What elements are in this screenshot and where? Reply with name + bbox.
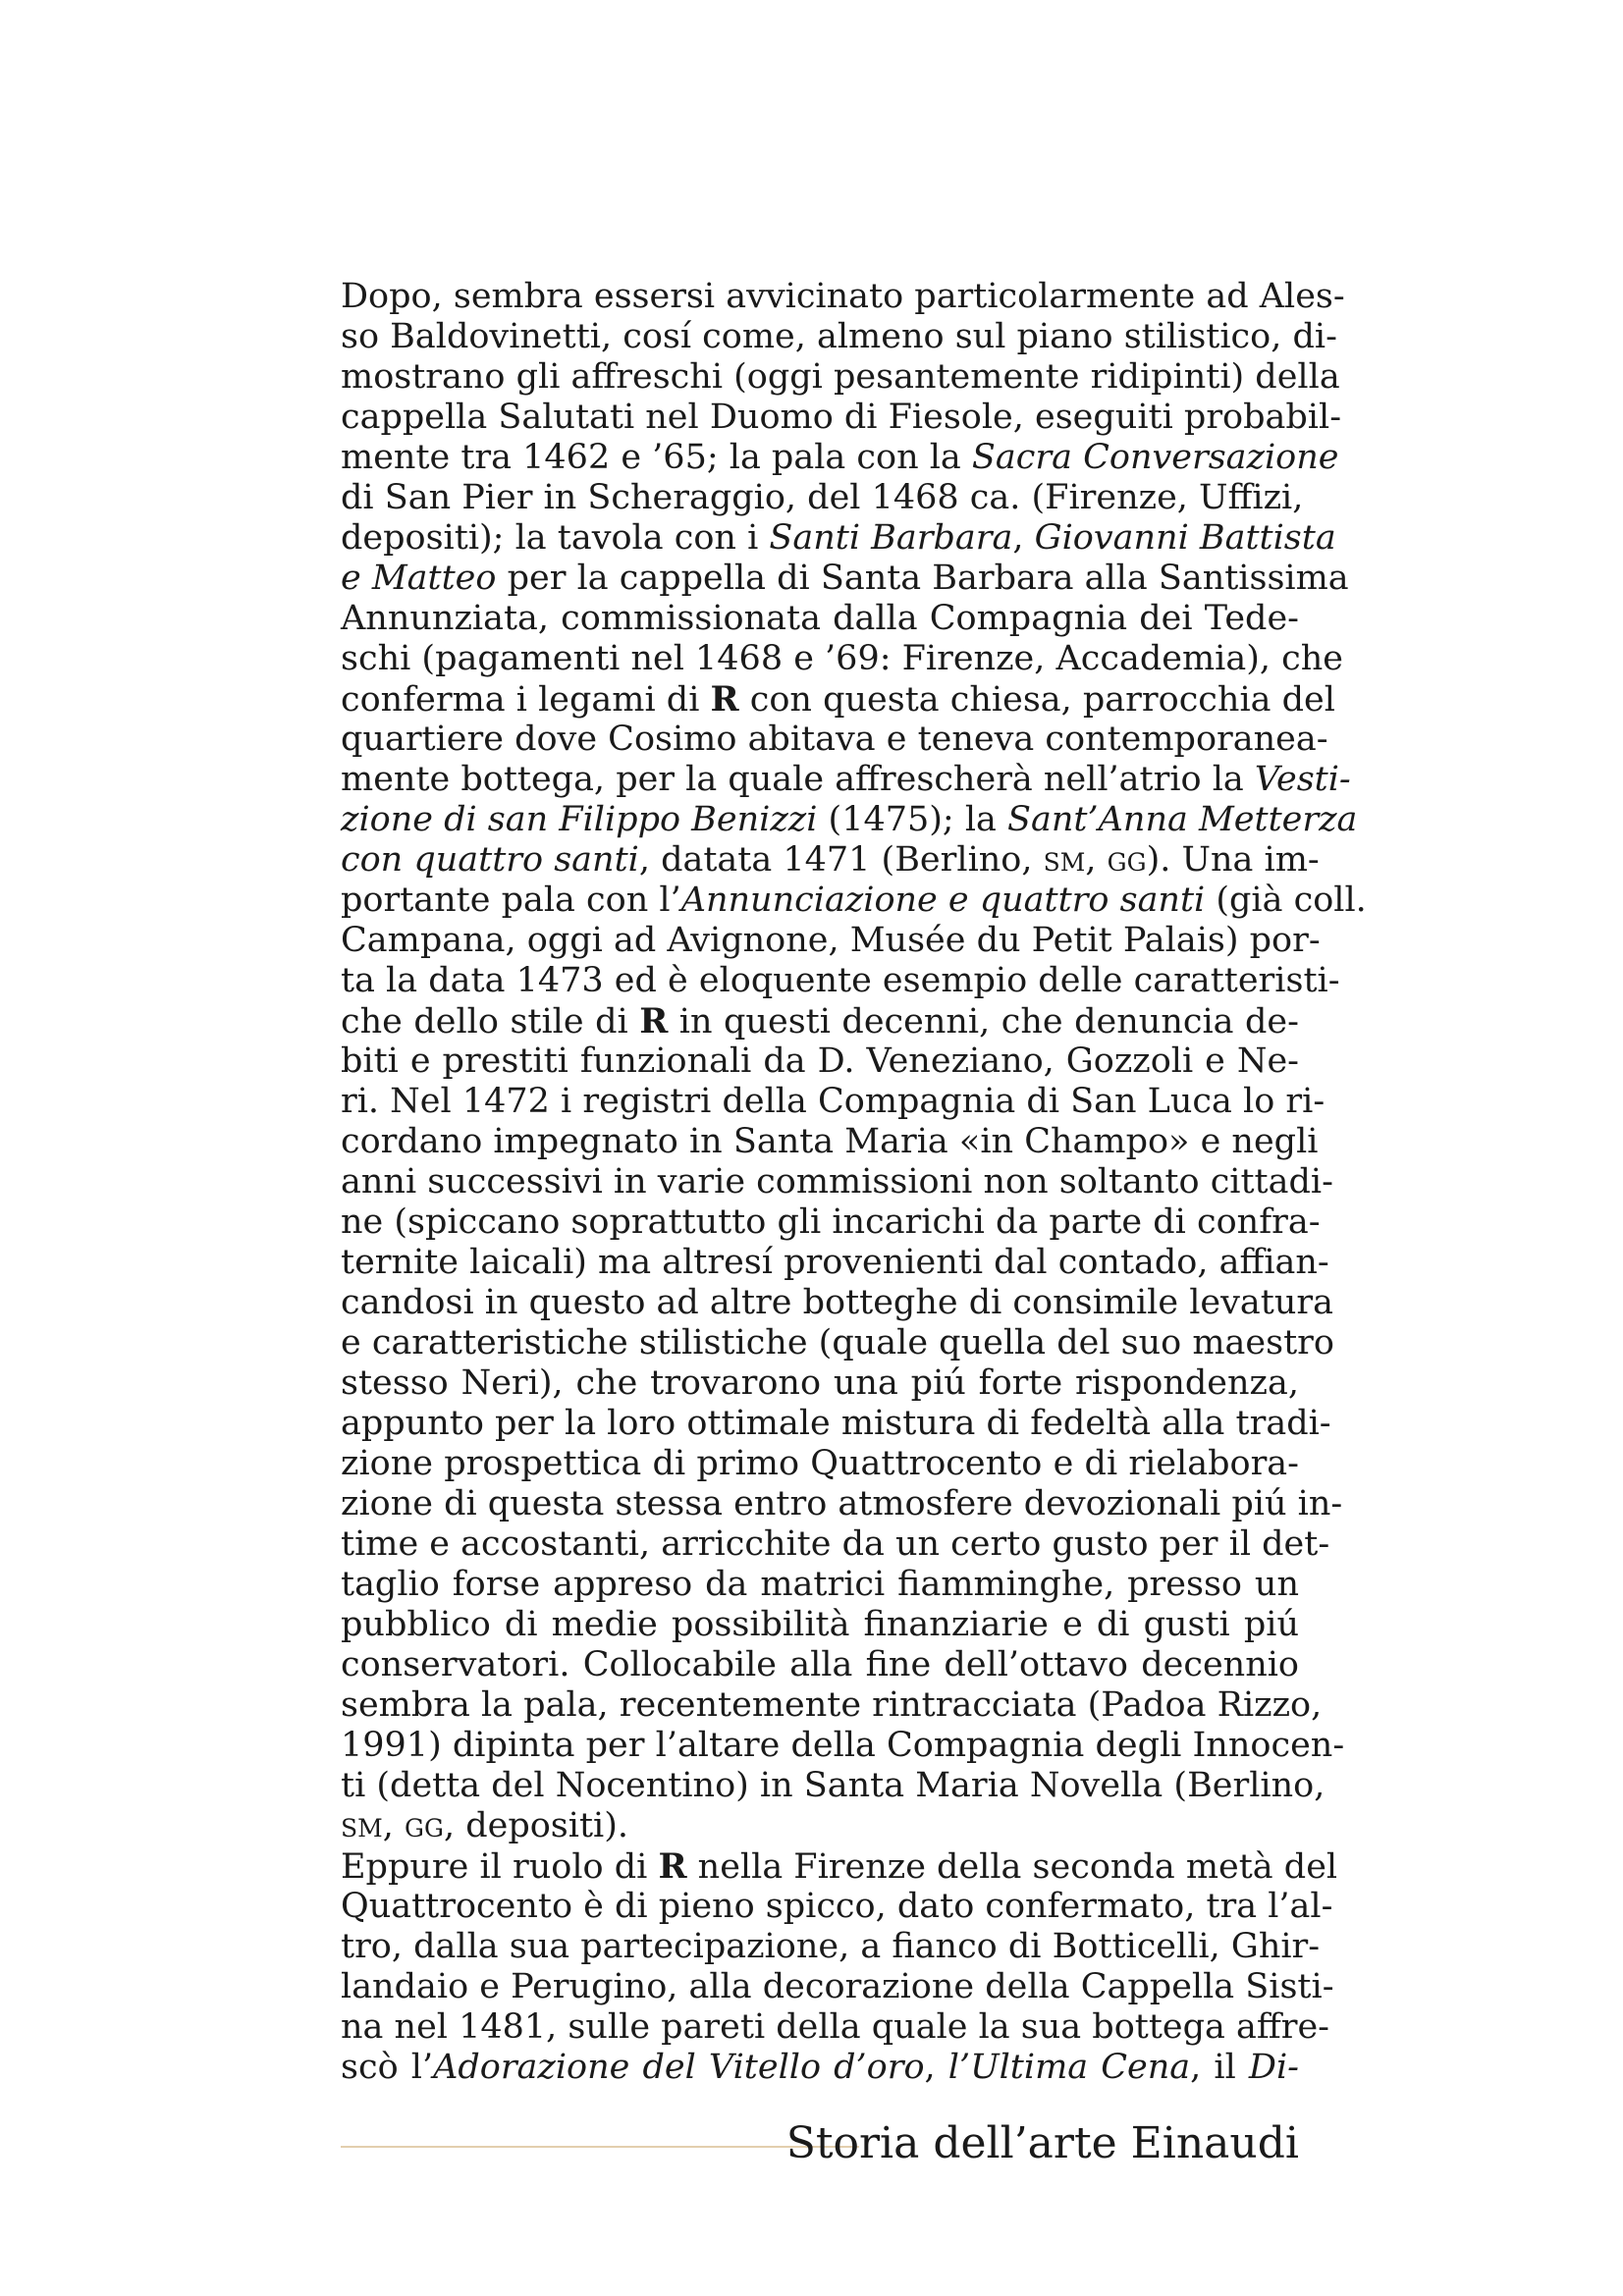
text-line: [341, 1524, 1330, 1565]
smallcaps-text: sm: [1043, 840, 1086, 880]
text-run: pubblico di medie possibilità finanziarie e di gusti piú: [341, 1605, 1299, 1644]
text-run: candosi in questo ad altre botteghe di consimile levatura: [341, 1283, 1333, 1322]
text-line: [341, 2048, 1299, 2088]
text-run: ternite laicali) ma altresí provenienti dal contado, affian-: [341, 1243, 1329, 1282]
text-line: [341, 1323, 1334, 1363]
bold-text: R: [658, 1846, 687, 1887]
text-run: per la cappella di Santa Barbara alla Santissima: [496, 559, 1349, 598]
text-run: stesso Neri), che trovarono una piú forte rispondenza,: [341, 1363, 1299, 1403]
footer-title: Storia dell’arte Einaudi: [785, 2118, 1299, 2168]
text-run: che dello stile di: [341, 1002, 640, 1041]
text-run: (1475); la: [817, 800, 1008, 839]
italic-text: Annunciazione e quattro santi: [680, 881, 1206, 920]
text-line: [341, 2007, 1330, 2048]
text-line: [341, 317, 1337, 357]
bold-text: R: [639, 1001, 669, 1041]
text-line: [341, 1887, 1333, 1927]
text-line: [341, 1605, 1299, 1645]
text-line: [341, 679, 1335, 720]
text-run: quartiere dove Cosimo abitava e teneva contemporanea-: [341, 720, 1328, 759]
text-run: biti e prestiti funzionali da D. Veneziano, Gozzoli e Ne-: [341, 1041, 1299, 1081]
text-run: Quattrocento è di pieno spicco, dato confermato, tra l’al-: [341, 1887, 1333, 1926]
text-line: [341, 1846, 1338, 1887]
text-line: [341, 1243, 1329, 1283]
text-run: Dopo, sembra essersi avvicinato particolarmente ad Ales-: [341, 277, 1345, 316]
text-run: zione di questa stessa entro atmosfere devozionali piú in-: [341, 1484, 1343, 1523]
text-line: [341, 1001, 1299, 1041]
text-run: landaio e Perugino, alla decorazione della Cappella Sisti-: [341, 1967, 1334, 2006]
text-run: scò l’: [341, 2048, 434, 2087]
text-line: [341, 1726, 1345, 1766]
text-line: [341, 1685, 1323, 1726]
text-line: [341, 478, 1304, 518]
text-line: [341, 438, 1339, 478]
text-run: 1991) dipinta per l’altare della Compagnia degli Innocen-: [341, 1726, 1345, 1765]
text-run: ta la data 1473 ed è eloquente esempio delle caratteristi-: [341, 961, 1340, 1000]
footer-rule: [341, 2146, 859, 2148]
text-line: [341, 1645, 1299, 1685]
text-run: nella Firenze della seconda metà del: [686, 1847, 1338, 1887]
text-line: [341, 1444, 1299, 1484]
bold-text: R: [710, 679, 739, 720]
text-run: conservatori. Collocabile alla fine dell’ottavo decennio: [341, 1645, 1299, 1684]
text-line: [341, 1041, 1299, 1082]
text-run: di San Pier in Scheraggio, del 1468 ca. (Firenze, Uffizi,: [341, 478, 1304, 517]
text-line: [341, 720, 1328, 760]
text-line: [341, 1122, 1319, 1162]
text-line: [341, 1806, 1299, 1846]
italic-text: l’Ultima Cena: [947, 2048, 1191, 2087]
text-line: [341, 639, 1343, 679]
italic-text: Giovanni Battista: [1034, 518, 1336, 558]
text-line: [341, 599, 1299, 639]
italic-text: Vesti-: [1254, 760, 1351, 799]
text-run: con questa chiesa, parrocchia del: [738, 680, 1335, 720]
text-line: [341, 840, 1320, 881]
text-run: na nel 1481, sulle pareti della quale la sua bottega affre-: [341, 2007, 1330, 2047]
text-run: conferma i legami di: [341, 680, 711, 720]
italic-text: Sacra Conversazione: [971, 438, 1339, 477]
text-run: Eppure il ruolo di: [341, 1847, 659, 1887]
text-run: ,: [924, 2048, 948, 2087]
text-run: cordano impegnato in Santa Maria «in Champo» e negli: [341, 1122, 1319, 1161]
text-run: portante pala con l’: [341, 881, 681, 920]
text-line: [341, 800, 1358, 840]
text-line: [341, 1082, 1325, 1122]
text-run: schi (pagamenti nel 1468 e ’69: Firenze, Accademia), che: [341, 639, 1343, 678]
italic-text: Adorazione del Vitello d’oro: [433, 2048, 925, 2087]
italic-text: e Matteo: [341, 559, 497, 598]
text-run: so Baldovinetti, cosí come, almeno sul piano stilistico, di-: [341, 317, 1337, 356]
text-line: [341, 961, 1340, 1001]
text-run: ne (spiccano soprattutto gli incarichi da parte di confra-: [341, 1202, 1321, 1242]
text-line: [341, 1967, 1334, 2007]
text-line: [341, 1162, 1333, 1202]
text-run: mostrano gli affreschi (oggi pesantemente ridipinti) della: [341, 357, 1340, 397]
smallcaps-text: gg: [405, 1806, 444, 1845]
text-line: [341, 357, 1340, 398]
text-run: sembra la pala, recentemente rintracciata (Padoa Rizzo,: [341, 1685, 1323, 1725]
text-line: [341, 518, 1336, 559]
text-run: ,: [1012, 518, 1035, 558]
text-run: mente tra 1462 e ’65; la pala con la: [341, 438, 972, 477]
text-run: mente bottega, per la quale affrescherà nell’atrio la: [341, 760, 1255, 799]
body-text: [341, 277, 1367, 2088]
text-run: anni successivi in varie commissioni non soltanto cittadi-: [341, 1162, 1333, 1201]
text-run: ). Una im-: [1146, 840, 1320, 880]
text-line: [341, 398, 1342, 438]
text-run: Campana, oggi ad Avignone, Musée du Petit Palais) por-: [341, 921, 1321, 960]
text-run: zione prospettica di primo Quattrocento e di rielabora-: [341, 1444, 1299, 1483]
text-run: , il: [1190, 2048, 1249, 2087]
smallcaps-text: sm: [341, 1806, 383, 1845]
smallcaps-text: gg: [1107, 840, 1147, 880]
text-run: ri. Nel 1472 i registri della Compagnia di San Luca lo ri-: [341, 1082, 1325, 1121]
text-line: [341, 921, 1321, 961]
italic-text: Sant’Anna Metterza: [1007, 800, 1358, 839]
text-run: appunto per la loro ottimale mistura di fedeltà alla tradi-: [341, 1404, 1331, 1443]
text-run: ti (detta del Nocentino) in Santa Maria Novella (Berlino,: [341, 1766, 1325, 1805]
text-run: time e accostanti, arricchite da un certo gusto per il det-: [341, 1524, 1330, 1564]
text-run: Annunziata, commissionata dalla Compagnia dei Tede-: [341, 599, 1299, 638]
text-line: [341, 1766, 1325, 1806]
text-line: [341, 760, 1351, 800]
text-line: [341, 1484, 1343, 1524]
text-line: [341, 1404, 1331, 1444]
text-run: , datata 1471 (Berlino,: [638, 840, 1044, 880]
text-run: (già coll.: [1205, 881, 1367, 920]
text-line: [341, 1927, 1321, 1967]
italic-text: con quattro santi: [341, 840, 639, 880]
text-run: e caratteristiche stilistiche (quale quella del suo maestro: [341, 1323, 1334, 1362]
text-run: tro, dalla sua partecipazione, a fianco di Botticelli, Ghir-: [341, 1927, 1321, 1966]
text-line: [341, 1565, 1299, 1605]
italic-text: Di-: [1248, 2048, 1299, 2087]
text-line: [341, 1363, 1299, 1404]
text-run: in questi decenni, che denuncia de-: [668, 1002, 1299, 1041]
text-line: [341, 559, 1349, 599]
text-run: cappella Salutati nel Duomo di Fiesole, eseguiti probabil-: [341, 398, 1342, 437]
italic-text: zione di san Filippo Benizzi: [341, 800, 818, 839]
text-line: [341, 881, 1367, 921]
text-run: ,: [382, 1806, 405, 1845]
italic-text: Santi Barbara: [769, 518, 1013, 558]
text-line: [341, 1202, 1321, 1243]
text-run: , depositi).: [443, 1806, 628, 1845]
text-line: [341, 1283, 1333, 1323]
text-run: taglio forse appreso da matrici fiamminghe, presso un: [341, 1565, 1299, 1604]
text-run: depositi); la tavola con i: [341, 518, 770, 558]
text-run: ,: [1085, 840, 1108, 880]
text-line: [341, 277, 1345, 317]
